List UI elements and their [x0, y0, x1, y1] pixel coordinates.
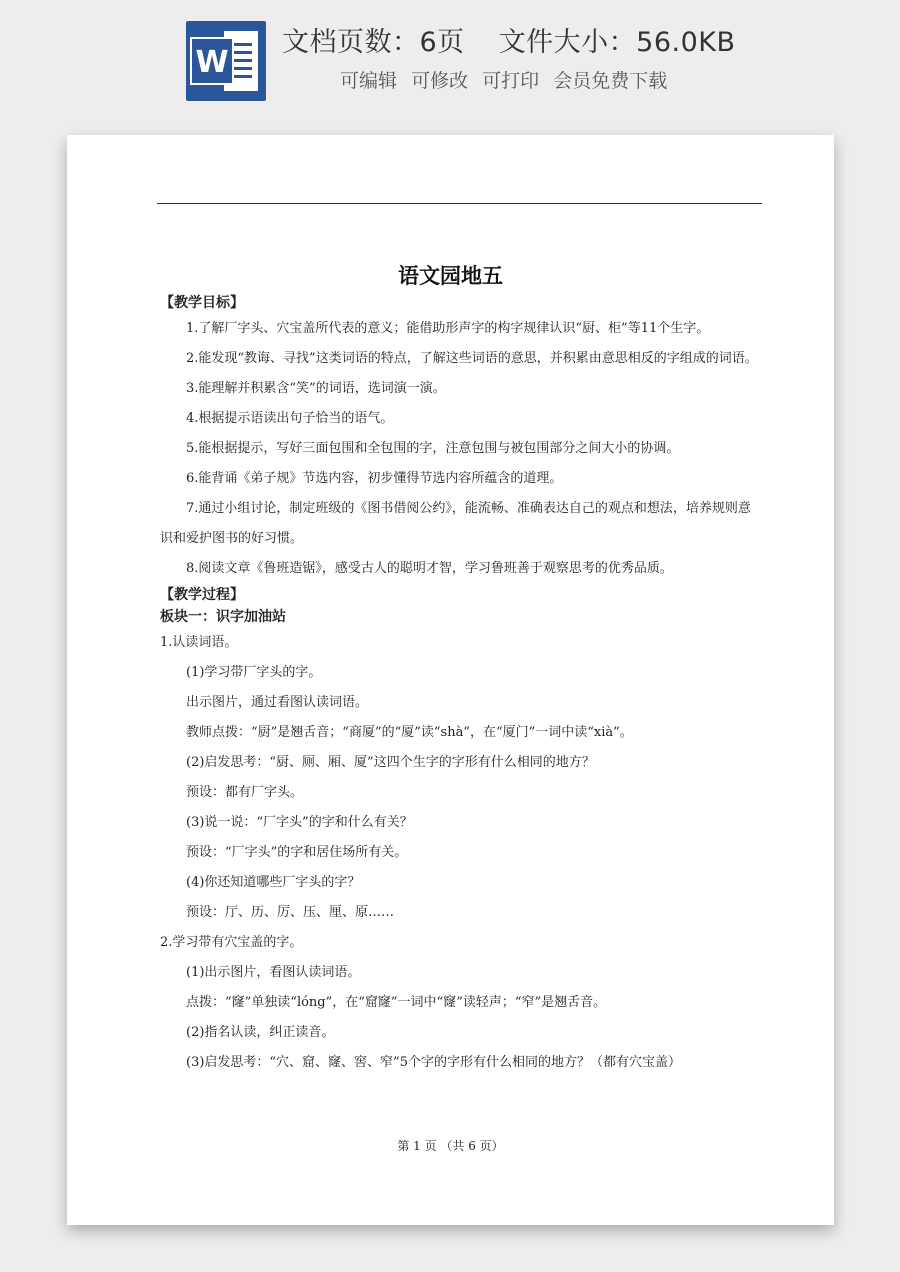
file-size: 文件大小：56.0KB: [498, 27, 736, 58]
list-item: 预设：厅、历、厉、压、厘、原……: [186, 905, 395, 920]
section-heading-goals: 【教学目标】: [160, 295, 244, 311]
feature-printable: 可打印: [482, 70, 540, 92]
goal-item: 1.了解厂字头、穴宝盖所代表的意义；能借助形声字的构字规律认识“厨、柜”等11个生字。: [186, 321, 710, 336]
list-item: (3)说一说：“厂字头”的字和什么有关？: [186, 815, 413, 830]
goal-item: 3.能理解并积累含“笑”的词语，选词演一演。: [186, 381, 446, 396]
word-icon-letter: W: [190, 37, 234, 85]
list-item: 2.学习带有穴宝盖的字。: [160, 935, 303, 950]
list-item: 点拨：“窿”单独读“lóng”，在“窟窿”一词中“窿”读轻声；“窄”是翘舌音。: [186, 995, 607, 1010]
word-icon: [186, 21, 266, 101]
list-item: (2)指名认读，纠正读音。: [186, 1025, 335, 1040]
banner: [0, 0, 900, 120]
list-item: 教师点拨：“厨”是翘舌音；“商厦”的“厦”读“shà”，在“厦门”一词中读“xià”。: [186, 725, 633, 740]
goal-item: 7.通过小组讨论，制定班级的《图书借阅公约》，能流畅、准确表达自己的观点和想法，培养规则意识和爱护图书的好习惯。: [160, 501, 751, 546]
header-rule: [157, 203, 762, 204]
section-heading-process: 【教学过程】: [160, 587, 244, 603]
feature-modifiable: 可修改: [411, 70, 469, 92]
list-item: 预设：“厂字头”的字和居住场所有关。: [186, 845, 408, 860]
feature-member-download: 会员免费下载: [553, 70, 668, 92]
list-item: 1.认读词语。: [160, 635, 238, 650]
list-item: 出示图片，通过看图认读词语。: [186, 695, 369, 710]
list-item: 预设：都有厂字头。: [186, 785, 304, 800]
document-body: [160, 292, 762, 1078]
list-item: (1)出示图片，看图认读词语。: [186, 965, 361, 980]
list-item: (1)学习带厂字头的字。: [186, 665, 322, 680]
block-heading: 板块一：识字加油站: [160, 609, 286, 625]
goal-item: 2.能发现“教诲、寻找”这类词语的特点，了解这些词语的意思，并积累由意思相反的字组成的词语。: [186, 351, 758, 366]
feature-list: [340, 66, 675, 93]
goal-item: 8.阅读文章《鲁班造锯》，感受古人的聪明才智，学习鲁班善于观察思考的优秀品质。: [186, 561, 673, 576]
list-item: (2)启发思考：“厨、厕、厢、厦”这四个生字的字形有什么相同的地方？: [186, 755, 595, 770]
goal-item: 6.能背诵《弟子规》节选内容，初步懂得节选内容所蕴含的道理。: [186, 471, 563, 486]
document-page: [67, 135, 834, 1225]
goal-item: 4.根据提示语读出句子恰当的语气。: [186, 411, 394, 426]
list-item: (3)启发思考：“穴、窟、窿、窖、窄”5个字的字形有什么相同的地方？（都有穴宝盖）: [186, 1055, 681, 1070]
list-item: (4)你还知道哪些厂字头的字？: [186, 875, 361, 890]
file-info: [282, 20, 736, 59]
document-title: 语文园地五: [398, 263, 503, 288]
page-footer: 第 1 页 （共 6 页）: [397, 1139, 504, 1153]
feature-editable: 可编辑: [340, 70, 398, 92]
page-count: 文档页数：6页: [282, 27, 465, 58]
goal-item: 5.能根据提示，写好三面包围和全包围的字，注意包围与被包围部分之间大小的协调。: [186, 441, 680, 456]
